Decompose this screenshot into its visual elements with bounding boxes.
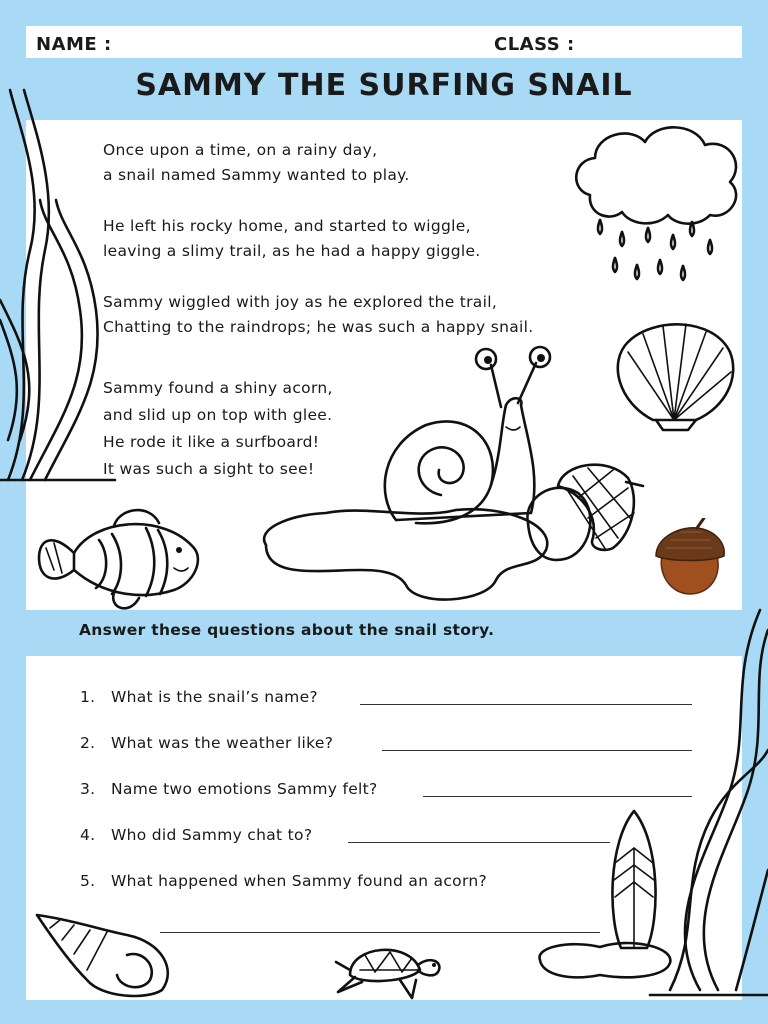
question-number: 2. [80,734,96,752]
question-3 [80,780,378,798]
question-number: 3. [80,780,96,798]
surfboard-icon [603,808,665,953]
story-line: and slid up on top with glee. [103,406,333,424]
question-number: 5. [80,872,96,890]
colored-acorn-icon [652,518,732,596]
turtle-icon [330,930,445,1002]
question-text: Name two emotions Sammy felt? [111,780,378,798]
header-bar [26,26,742,58]
story-line: Sammy found a shiny acorn, [103,379,333,397]
story-line: He left his rocky home, and started to wiggle, [103,217,471,235]
name-label: NAME : [36,34,112,55]
question-text: What happened when Sammy found an acorn? [111,872,487,890]
question-4 [80,826,312,844]
questions-heading: Answer these questions about the snail story. [79,621,495,639]
acorn-icon [518,458,648,568]
question-number: 1. [80,688,96,706]
story-line: Sammy wiggled with joy as he explored the trail, [103,293,498,311]
story-stanza-1 [103,138,410,188]
question-1 [80,688,318,706]
seaweed-icon [0,80,130,500]
question-text: What is the snail’s name? [111,688,318,706]
puddle-icon [530,935,680,985]
story-line: a snail named Sammy wanted to play. [103,166,410,184]
cloud-rain-icon [570,120,750,290]
story-line: Chatting to the raindrops; he was such a happy snail. [103,318,534,336]
question-text: Who did Sammy chat to? [111,826,313,844]
story-stanza-3 [103,290,533,340]
story-line: He rode it like a surfboard! [103,433,320,451]
question-5 [80,872,487,890]
story-line: Once upon a time, on a rainy day, [103,141,378,159]
question-number: 4. [80,826,96,844]
story-line: It was such a sight to see! [103,460,315,478]
page-title: SAMMY THE SURFING SNAIL [135,68,633,103]
story-line: leaving a slimy trail, as he had a happy giggle. [103,242,481,260]
answer-line-4[interactable] [348,842,610,843]
clownfish-icon [34,498,206,618]
seashell-icon [608,312,743,432]
conch-shell-icon [32,910,177,1000]
question-text: What was the weather like? [111,734,334,752]
class-label: CLASS : [494,34,575,55]
story-stanza-2 [103,214,481,264]
question-2 [80,734,333,752]
